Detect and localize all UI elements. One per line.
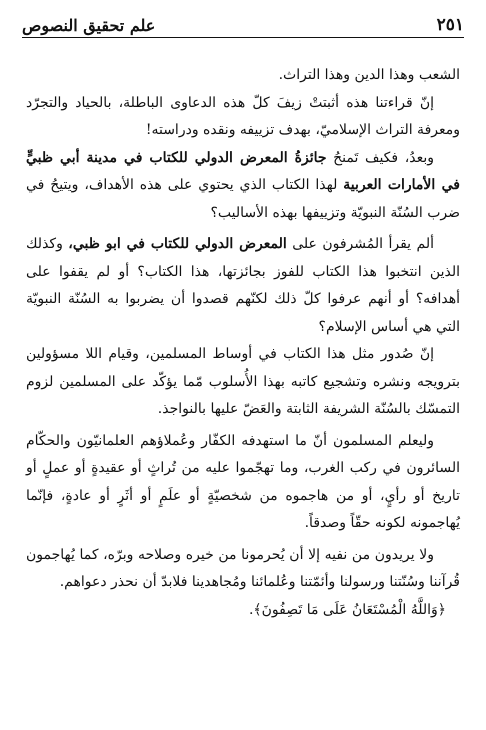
- paragraph-continuation: الشعب وهذا الدين وهذا التراث.: [278, 67, 460, 83]
- paragraph-supervisors-question: [26, 231, 460, 341]
- page-body: [26, 62, 460, 624]
- paragraph-prize-question-rest: لهذا الكتاب الذي يحتوي على هذه الأهداف، ويتيحُ في ضرب السُنّة النبويّة وتزييفها بهذه الأساليب؟: [26, 177, 460, 221]
- paragraph-closing: ولا يريدون من نفيه إلا أن يُحرمونا من خيره وصلاحه وبرّه، كما يُهاجمون قُرآننا وسُنّتنا ورسولنا وأئمّتنا وعُلمائنا ومُجاهدينا فلابدّ أن نحذر دعواهم.: [26, 546, 460, 590]
- paragraph-muslims-know: وليعلم المسلمون أنّ ما استهدفه الكفّار وعُملاؤهم العلمانيّون والحكّام السائرون في ركب الغرب، وما تهجّموا عليه من تُراثٍ أو عقيدةٍ أو عملٍ أو تاريخ أو رأيٍ، أو من هاجموه من شخصيّةٍ أو علَمٍ أو أثَرٍ أو عادةٍ، فإنّما يُهاجمونه لكونه حقّاً وصدقاً.: [26, 432, 460, 531]
- exhibition-name-bold: المعرض الدولي للكتاب في ابو ظبي،: [68, 236, 287, 252]
- paragraph-publication-warning: إنّ صُدور مثل هذا الكتاب في أوساط المسلمين، وقيام اللا مسؤولين بترويجه ونشره وتشجيع كاتبه بهذا الأُسلوب مّما يؤكّد على المسلمين لزوم التمسّك بالسُنّة الشريفة الثابتة والعَضّ عليها بالنواجذ.: [26, 346, 460, 417]
- paragraph-prize-question-lead: وبعدُ، فكيف تَمنحُ: [326, 149, 434, 166]
- paragraph-supervisors-rest: وكذلك الذين انتخبوا هذا الكتاب للفوز بجائزتها، هذا الكتاب؟ أو لم يقفوا على أهدافه؟ أو أنهم عرفوا كلّ ذلك لكنّهم قصدوا أن يضربوا به السُنّة النبويّة التي هي أساس الإسلام؟: [26, 236, 460, 335]
- running-title: علم تحقيق النصوص: [22, 16, 156, 35]
- quran-verse: ﴿وَاللَّهُ الْمُسْتَعَانُ عَلَى مَا تَصِفُونَ﴾.: [248, 601, 446, 618]
- page-number: ٢٥١: [436, 15, 464, 35]
- paragraph-reading-result: إنّ قراءتنا هذه أثبتتْ زيفَ كلّ هذه الدعاوى الباطلة، بالحياد والتجرّد ومعرفة التراث الإسلاميّ، بهدف تزييفه ونقده ودراسته!: [26, 94, 460, 138]
- prize-name-bold: جائزةُ المعرض الدولي للكتاب في مدينة أبي ظبيٍّ في الأمارات العربية: [26, 149, 461, 193]
- paragraph-prize-question: [26, 145, 460, 228]
- paragraph-supervisors-lead: ألم يقرأ المُشرفون على: [286, 236, 434, 252]
- running-header: [22, 6, 464, 38]
